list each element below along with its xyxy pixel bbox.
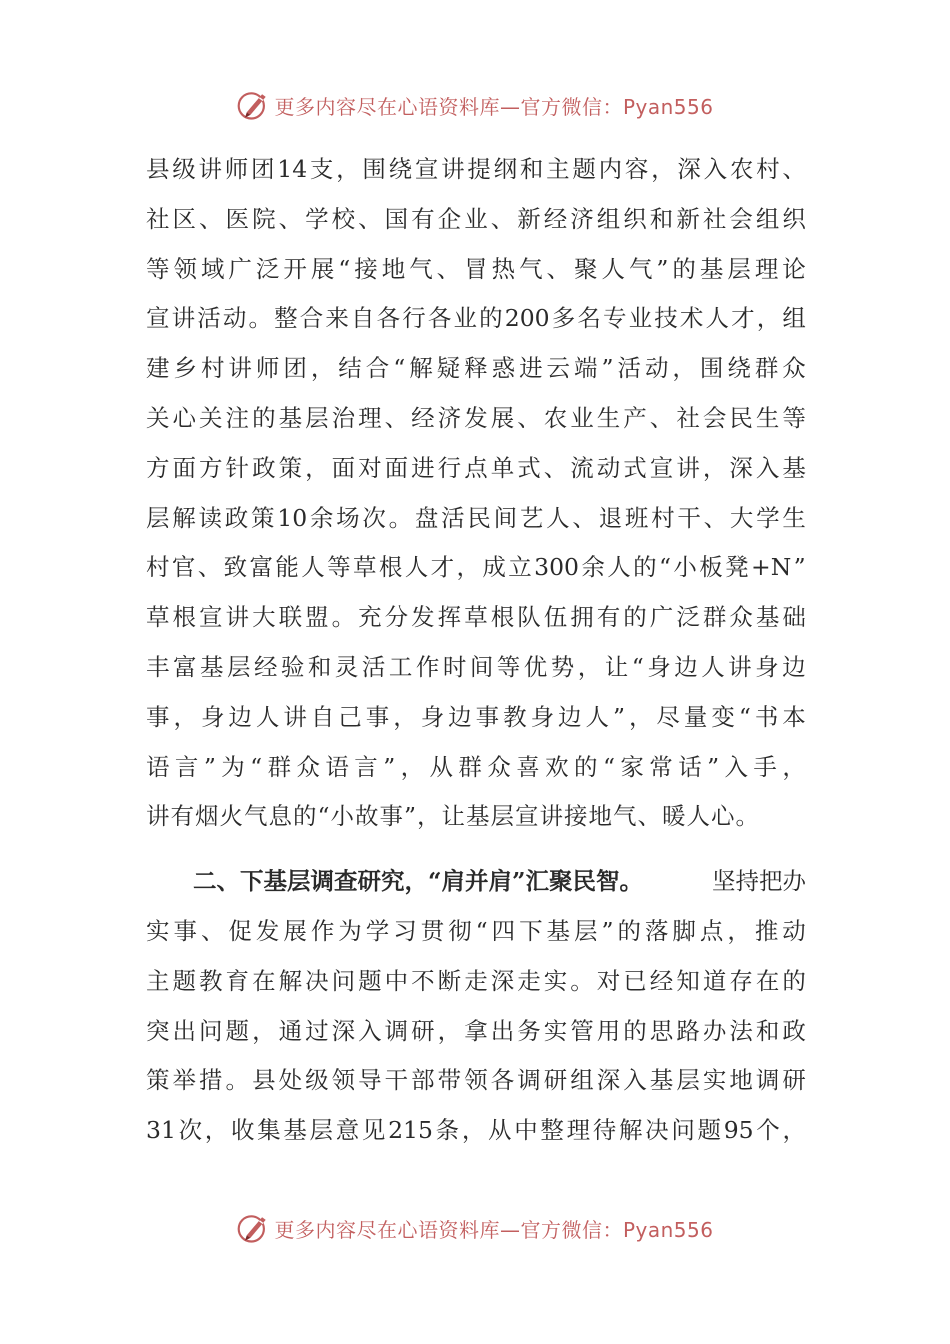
text-line: 突 出 问 题 ， 通 过 深 入 调 研 ， 拿 出 务 实 管 用 的 思 路 办 法 和 政: [146, 1016, 806, 1045]
text-line: 实 事 、 促 发 展 作 为 学 习 贯 彻 “ 四 下 基 层 ” 的 落 脚 点 ， 推 动: [146, 916, 806, 945]
paragraph-2: [146, 857, 806, 1156]
paragraph-2-first-line: [146, 857, 806, 907]
pen-logo-icon: [236, 1210, 272, 1246]
text-line: 草 根 宣 讲 大 联 盟 。 充 分 发 挥 草 根 队 伍 拥 有 的 广 泛 群 众 基 础: [146, 603, 806, 632]
text-line: 层 解 读 政 策 10 余 场 次 。 盘 活 民 间 艺 人 、 退 班 村 干 、 大 学 生: [146, 503, 806, 532]
header-text: 更多内容尽在心语资料库—官方微信：Pyan556: [274, 94, 714, 119]
footer-banner: [0, 1203, 950, 1253]
section-heading: 二、下基层调查研究，“肩并肩”汇聚民智。: [193, 867, 644, 896]
text-line: 31 次 ， 收 集 基 层 意 见 215 条 ， 从 中 整 理 待 解 决 问 题 95 个 ，: [146, 1116, 806, 1145]
text-line: 方 面 方 针 政 策 ， 面 对 面 进 行 点 单 式 、 流 动 式 宣 讲 ， 深 入 基: [146, 453, 806, 482]
paragraph-1: [146, 145, 806, 842]
text-line: 社 区 、 医 院 、 学 校 、 国 有 企 业 、 新 经 济 组 织 和 新 社 会 组 织: [146, 204, 806, 233]
text-line: 关 心 关 注 的 基 层 治 理 、 经 济 发 展 、 农 业 生 产 、 社 会 民 生 等: [146, 403, 806, 432]
text-line: 策 举 措 。 县 处 级 领 导 干 部 带 领 各 调 研 组 深 入 基 层 实 地 调 研: [146, 1066, 806, 1095]
text-line: 丰 富 基 层 经 验 和 灵 活 工 作 时 间 等 优 势 ， 让 “ 身 边 人 讲 身 边: [146, 652, 806, 681]
text-line: 宣 讲 活 动 。 整 合 来 自 各 行 各 业 的 200 多 名 专 业 技 术 人 才 ， 组: [146, 304, 806, 333]
text-line: 事 ， 身 边 人 讲 自 己 事 ， 身 边 事 教 身 边 人 ” ， 尽 量 变 “ 书 本: [146, 702, 806, 731]
text-line: 村 官 、 致 富 能 人 等 草 根 人 才 ， 成 立 300 余 人 的 “ 小 板 凳 +N ”: [146, 553, 806, 582]
text-line: 等 领 域 广 泛 开 展 “ 接 地 气 、 冒 热 气 、 聚 人 气 ” 的 基 层 理 论: [146, 254, 806, 283]
text-line: 建 乡 村 讲 师 团 ， 结 合 “ 解 疑 释 惑 进 云 端 ” 活 动 ， 围 绕 群 众: [146, 354, 806, 383]
header-banner: [0, 80, 950, 130]
document-body: [146, 145, 806, 1156]
text-line: 语 言 ” 为 “ 群 众 语 言 ” ， 从 群 众 喜 欢 的 “ 家 常 话 ” 入 手 ，: [146, 752, 806, 781]
footer-text: 更多内容尽在心语资料库—官方微信：Pyan556: [274, 1217, 714, 1242]
text-line: 县 级 讲 师 团 14 支 ， 围 绕 宣 讲 提 纲 和 主 题 内 容 ， 深 入 农 村 、: [146, 155, 806, 183]
heading-continuation: 坚持把办: [712, 867, 806, 896]
text-line: 讲有烟火气息的“小故事”，让基层宣讲接地气、暖人心。: [146, 802, 761, 831]
text-line: 主 题 教 育 在 解 决 问 题 中 不 断 走 深 走 实 。 对 已 经 知 道 存 在 的: [146, 966, 806, 995]
pen-logo-icon: [236, 87, 272, 123]
